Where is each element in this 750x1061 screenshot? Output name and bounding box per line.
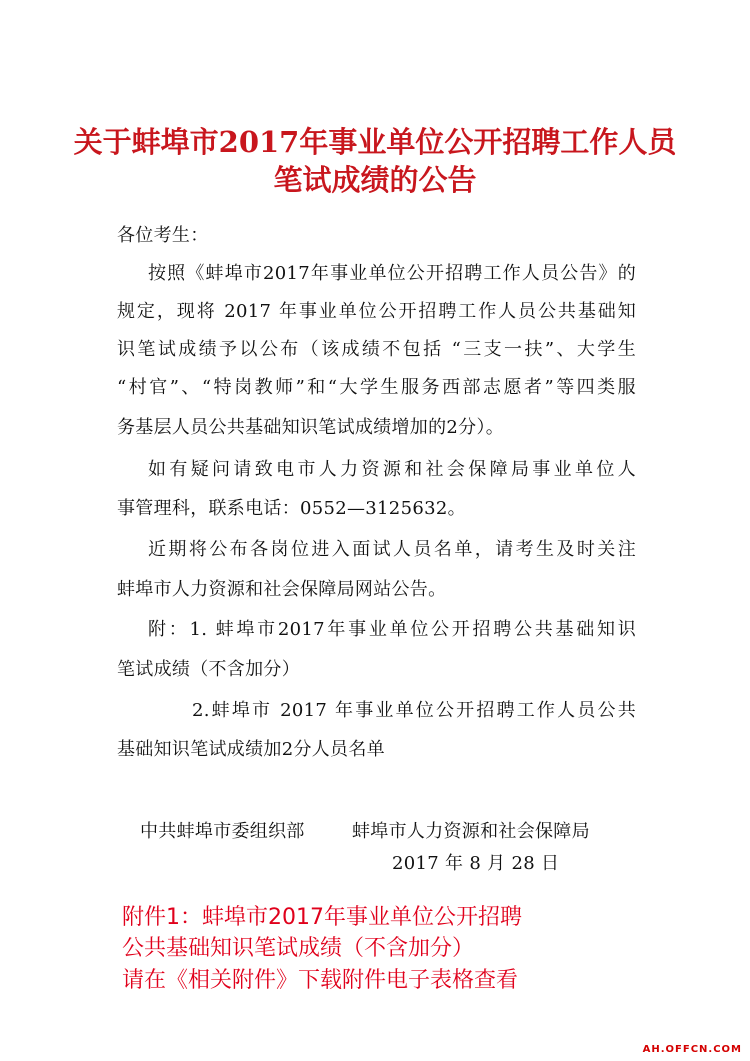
page-title-line2: 笔试成绩的公告 [273, 163, 477, 197]
paragraph-line: 事管理科，联系电话：0552—3125632。 [117, 498, 466, 519]
page-title: 关于蚌埠市2017年事业单位公开招聘工作人员 [73, 125, 677, 159]
attachment-item: 基础知识笔试成绩加2分人员名单 [117, 739, 385, 760]
paragraph-line: “村官”、“特岗教师”和“大学生服务西部志愿者”等四类服 [117, 377, 636, 398]
issuer-organization: 蚌埠市人力资源和社会保障局 [352, 821, 590, 842]
annex-note-line: 公共基础知识笔试成绩（不含加分） [122, 936, 475, 961]
attachment-item: 2.蚌埠市 2017 年事业单位公开招聘工作人员公共 [192, 700, 636, 721]
paragraph-line: 识笔试成绩予以公布（该成绩不包括 “三支一扶”、大学生 [117, 339, 636, 360]
paragraph-line: 务基层人员公共基础知识笔试成绩增加的2分）。 [117, 417, 505, 438]
site-watermark: AH.OFFCN.COM [642, 1044, 742, 1055]
attachment-item: 笔试成绩（不含加分） [117, 659, 300, 680]
attachment-item: 附：1. 蚌埠市2017年事业单位公开招聘公共基础知识 [148, 619, 636, 640]
paragraph-line: 如有疑问请致电市人力资源和社会保障局事业单位人 [148, 459, 636, 480]
paragraph-line: 蚌埠市人力资源和社会保障局网站公告。 [117, 579, 447, 600]
paragraph-line: 按照《蚌埠市2017年事业单位公开招聘工作人员公告》的 [148, 263, 636, 284]
paragraph-line: 近期将公布各岗位进入面试人员名单，请考生及时关注 [148, 539, 636, 560]
annex-note-line: 附件1：蚌埠市2017年事业单位公开招聘 [122, 905, 522, 930]
annex-note-line: 请在《相关附件》下载附件电子表格查看 [122, 968, 519, 993]
paragraph-line: 规定，现将 2017 年事业单位公开招聘工作人员公共基础知 [117, 301, 636, 322]
issue-date: 2017 年 8 月 28 日 [392, 853, 560, 874]
issuer-organization: 中共蚌埠市委组织部 [140, 821, 305, 842]
salutation: 各位考生： [117, 225, 209, 246]
